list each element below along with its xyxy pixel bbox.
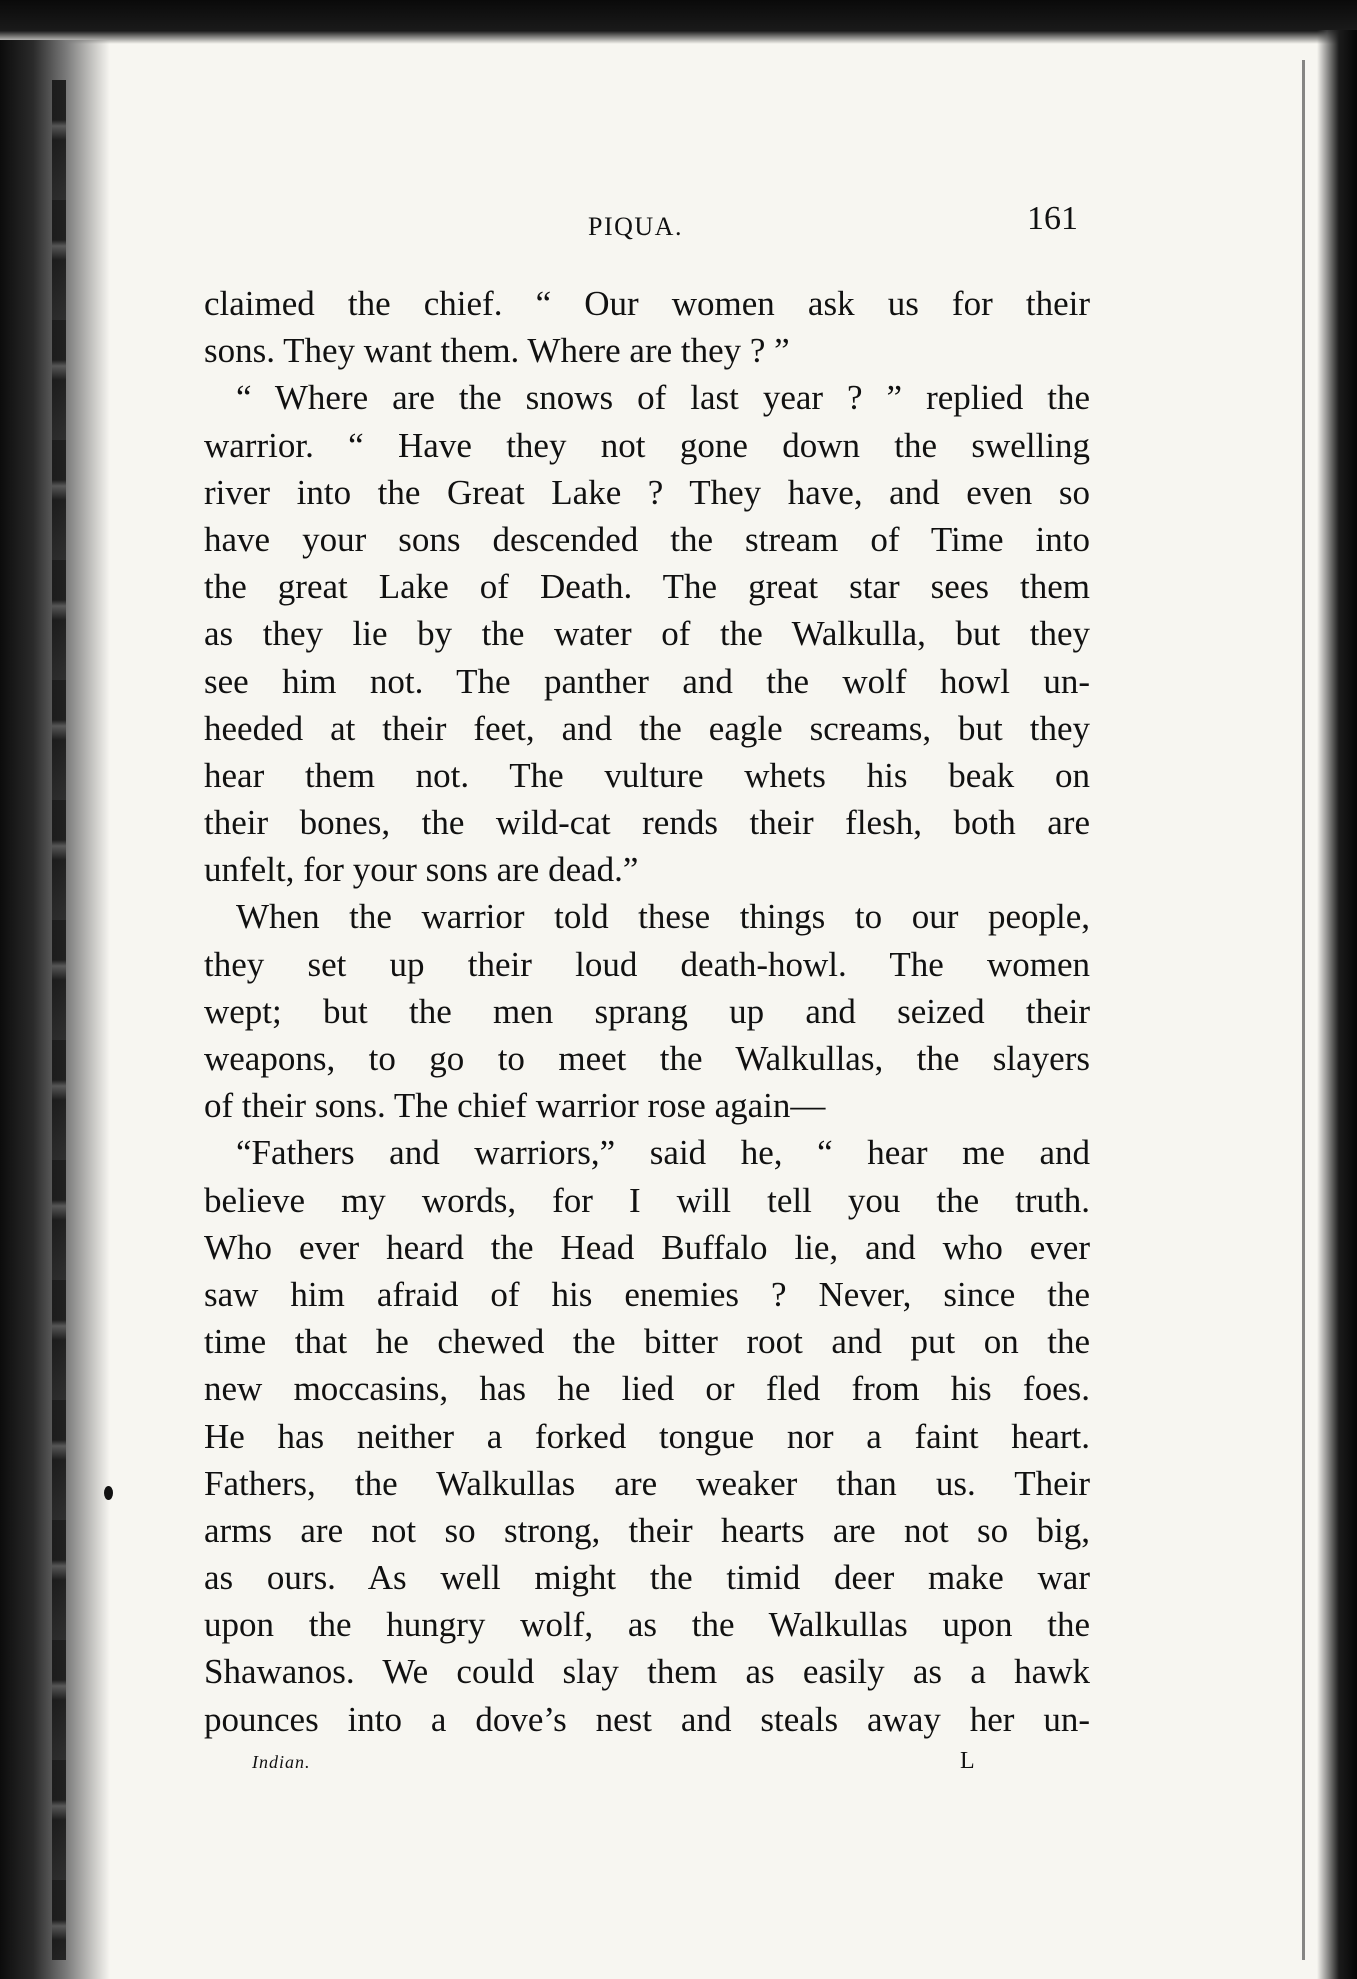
- text-line: the great Lake of Death. The great star sees them: [204, 567, 1090, 607]
- text-line: as they lie by the water of the Walkulla, but they: [204, 614, 1090, 654]
- ink-speck: [104, 1486, 113, 1500]
- text-line: saw him afraid of his enemies ? Never, since the: [204, 1274, 1090, 1314]
- scan-left-shadow: [52, 80, 66, 1960]
- text-line: have your sons descended the stream of Time into: [204, 519, 1090, 559]
- text-line: He has neither a forked tongue nor a faint heart.: [204, 1416, 1090, 1456]
- text-line: new moccasins, has he lied or fled from his foes.: [204, 1369, 1090, 1409]
- text-line: hear them not. The vulture whets his beak on: [204, 755, 1090, 795]
- text-line: sons. They want them. Where are they ? ”: [204, 331, 790, 371]
- text-line: Shawanos. We could slay them as easily as a hawk: [204, 1652, 1090, 1692]
- text-line: When the warrior told these things to our people,: [236, 897, 1090, 937]
- text-line: “Fathers and warriors,” said he, “ hear me and: [236, 1133, 1090, 1173]
- text-line: river into the Great Lake ? They have, and even so: [204, 472, 1090, 512]
- text-line: heeded at their feet, and the eagle screams, but they: [204, 708, 1090, 748]
- text-line: pounces into a dove’s nest and steals away her un-: [204, 1699, 1090, 1739]
- running-head: PIQUA.: [588, 212, 683, 241]
- text-line: they set up their loud death-howl. The women: [204, 944, 1090, 984]
- text-line: weapons, to go to meet the Walkullas, the slayers: [204, 1039, 1090, 1078]
- scan-top-border: [0, 0, 1357, 44]
- text-line: of their sons. The chief warrior rose again—: [204, 1086, 826, 1126]
- signature-mark: Indian.: [252, 1752, 311, 1772]
- text-line: Who ever heard the Head Buffalo lie, and who ever: [204, 1227, 1090, 1267]
- page-footer: [200, 1748, 1090, 1788]
- scan-right-border: [1317, 30, 1357, 1979]
- text-line: upon the hungry wolf, as the Walkullas upon the: [204, 1605, 1090, 1645]
- page-number: 161: [1027, 200, 1078, 237]
- page-header: [200, 200, 1090, 250]
- text-line: unfelt, for your sons are dead.”: [204, 850, 639, 890]
- text-line: claimed the chief. “ Our women ask us for their: [204, 284, 1090, 323]
- scan-right-shadow: [1302, 60, 1305, 1960]
- text-line: arms are not so strong, their hearts are not so big,: [204, 1510, 1090, 1550]
- text-line: their bones, the wild-cat rends their flesh, both are: [204, 803, 1090, 843]
- text-line: as ours. As well might the timid deer make war: [204, 1558, 1090, 1598]
- page-body: [204, 280, 1090, 1743]
- gathering-letter: L: [960, 1748, 975, 1774]
- text-line: Fathers, the Walkullas are weaker than us. Their: [204, 1463, 1090, 1503]
- text-line: warrior. “ Have they not gone down the swelling: [204, 425, 1090, 465]
- text-line: time that he chewed the bitter root and put on the: [204, 1322, 1090, 1362]
- text-line: wept; but the men sprang up and seized their: [204, 991, 1090, 1031]
- text-line: believe my words, for I will tell you the truth.: [204, 1180, 1090, 1220]
- text-line: see him not. The panther and the wolf howl un-: [204, 661, 1090, 701]
- text-line: “ Where are the snows of last year ? ” replied the: [236, 378, 1090, 418]
